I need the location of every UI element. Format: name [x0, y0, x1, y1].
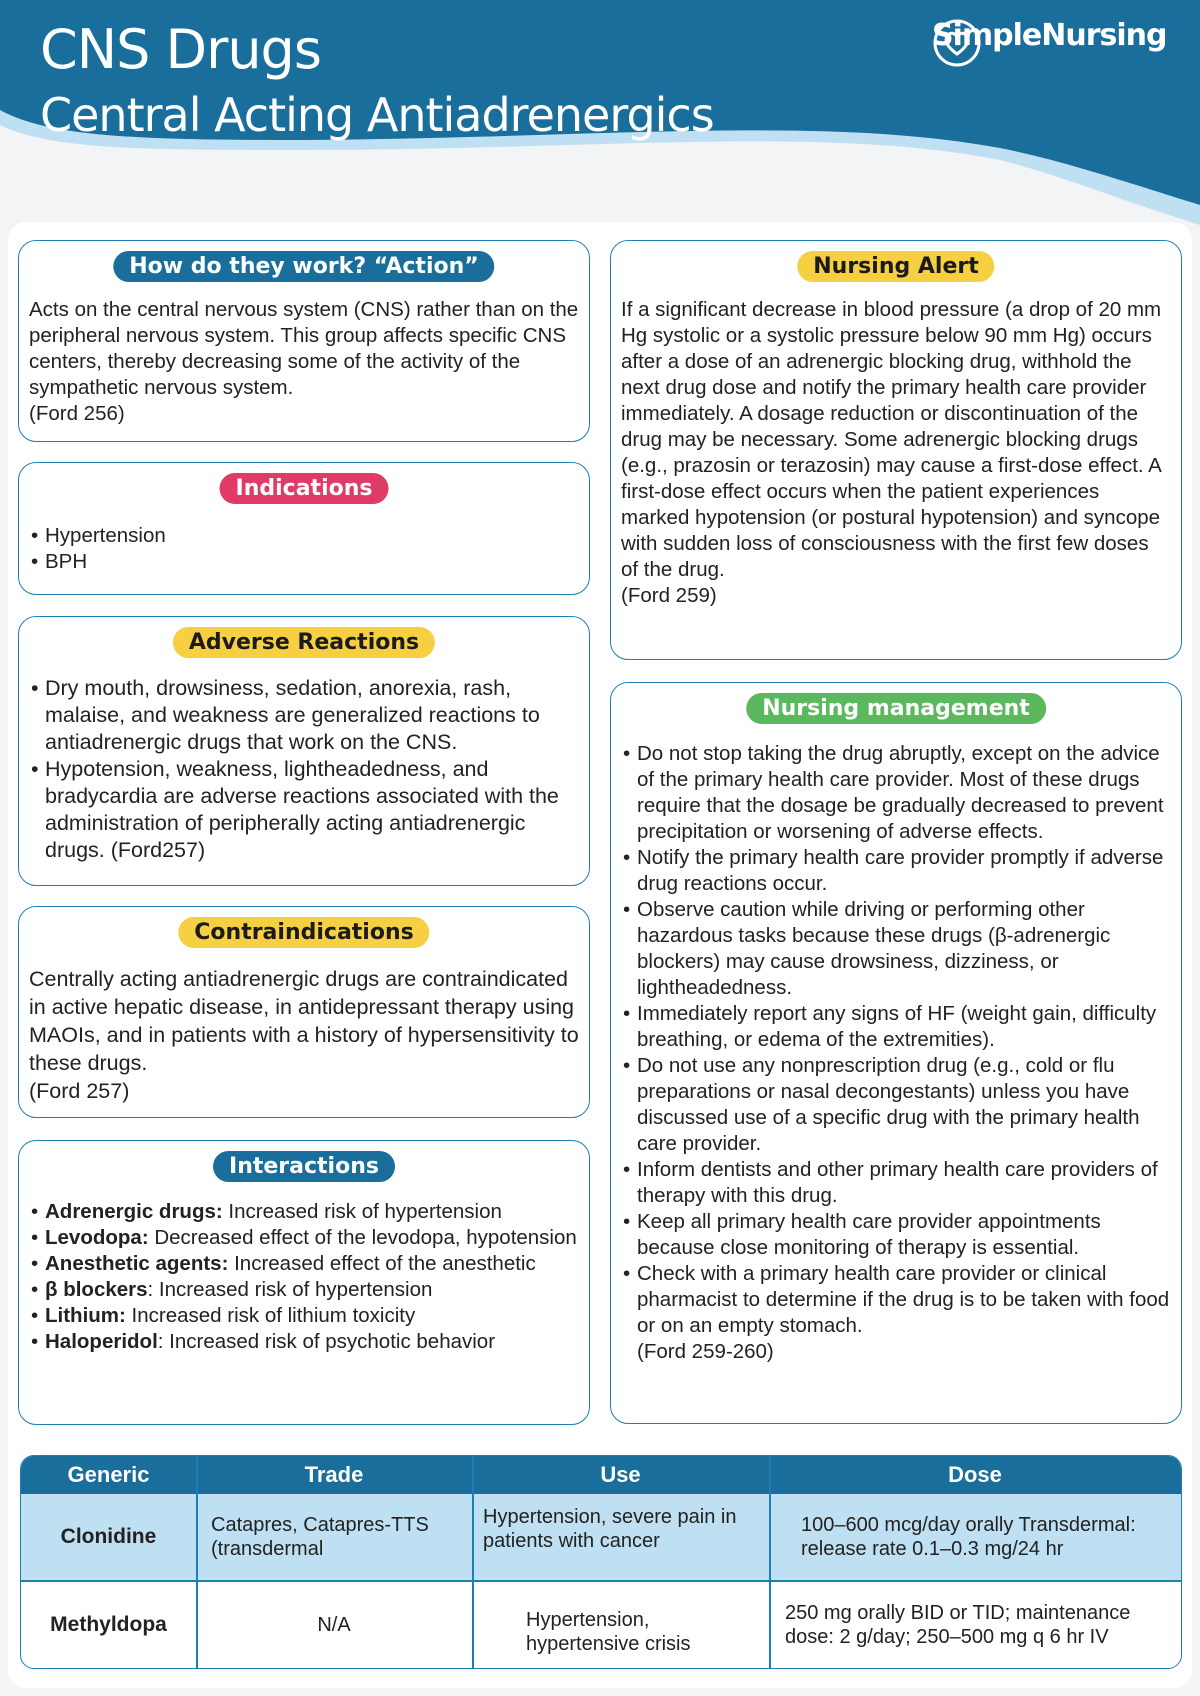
table-cell-use: Hypertension, severe pain in patients with cancer: [483, 1506, 737, 1552]
interactions-card: [18, 1140, 590, 1425]
nursing-alert-text: If a significant decrease in blood pressure (a drop of 20 mm Hg systolic or a systolic pressure below 90 mm Hg) occurs after a dose of an adrenergic blocking drug, withhold the next drug dose and notify the primary health care provider immediately. A dosage reduction or discontinuation of the drug may be necessary. Some adrenergic blocking drugs (e.g., prazosin or terazosin) may cause a first-dose effect. A first-dose effect occurs when the patient experiences marked hypotension (or postural hypotension) and syncope with sudden loss of consciousness with the first few doses of the drug.: [621, 298, 1162, 581]
table-header-dose: Dose: [948, 1462, 1002, 1487]
list-item: • Notify the primary health care provider promptly if adverse drug reactions occur.: [621, 845, 1171, 897]
interaction-effect: Increased risk of lithium toxicity: [125, 1304, 416, 1327]
list-item: • Inform dentists and other primary health care providers of therapy with this drug.: [621, 1157, 1171, 1209]
page-subtitle: Central Acting Antiadrenergics: [40, 88, 714, 142]
adverse-reactions-heading: Adverse Reactions: [173, 627, 435, 658]
indications-heading: Indications: [220, 473, 389, 504]
list-item: • Hypertension: [29, 523, 579, 549]
contraindications-card: [18, 906, 590, 1118]
interaction-effect: : Increased risk of hypertension: [147, 1278, 433, 1301]
interaction-drug: Lithium:: [45, 1304, 126, 1327]
list-item: • Check with a primary health care provider or clinical pharmacist to determine if the drug is to be taken with food or on an empty stomach.: [621, 1261, 1171, 1339]
contraindications-heading: Contraindications: [178, 917, 429, 948]
interaction-item: [29, 1303, 579, 1329]
drug-table: [20, 1455, 1182, 1669]
table-cell-dose: 250 mg orally BID or TID; maintenance dose: 2 g/day; 250–500 mg q 6 hr IV: [785, 1601, 1131, 1648]
interaction-effect: Increased effect of the anesthetic: [228, 1252, 536, 1275]
page-title: CNS Drugs: [40, 18, 321, 81]
interactions-heading: Interactions: [213, 1151, 395, 1182]
interaction-item: [29, 1251, 579, 1277]
nursing-management-list: [621, 741, 1171, 1365]
interactions-list: [29, 1199, 579, 1355]
interaction-drug: Anesthetic agents:: [45, 1252, 229, 1275]
list-item: • Do not stop taking the drug abruptly, except on the advice of the primary health care provider. Most of these drugs require that the dosage be gradually decreased to prevent precipitation or worsening of adverse effects.: [621, 741, 1171, 845]
indications-card: [18, 462, 590, 595]
table-header-use: Use: [600, 1462, 641, 1487]
nursing-alert-heading: Nursing Alert: [797, 251, 994, 282]
interaction-drug: β blockers: [45, 1278, 148, 1301]
stethoscope-heart-icon: [932, 18, 982, 68]
action-heading: How do they work? “Action”: [113, 251, 494, 282]
interaction-drug: Haloperidol: [45, 1330, 158, 1353]
table-cell-generic: Clonidine: [60, 1525, 157, 1548]
list-item: • Immediately report any signs of HF (weight gain, difficulty breathing, or edema of the extremities).: [621, 1001, 1171, 1053]
contraindications-text: Centrally acting antiadrenergic drugs are contraindicated in active hepatic disease, in antidepressant therapy using MAOIs, and in patients with a history of hypersensitivity to these drugs.: [29, 967, 579, 1075]
action-card: [18, 240, 590, 442]
table-header-trade: Trade: [304, 1462, 364, 1487]
brand-name: SimpleNursing: [932, 18, 1167, 53]
table-cell-use: Hypertension, hypertensive crisis: [526, 1608, 691, 1655]
list-item: • Hypotension, weakness, lightheadedness, and bradycardia are adverse reactions associated with the administration of peripherally acting antiadrenergic drugs. (Ford257): [29, 756, 579, 864]
interaction-effect: Increased risk of hypertension: [222, 1200, 502, 1223]
list-item: • Observe caution while driving or performing other hazardous tasks because these drugs (β-adrenergic blockers) may cause drowsiness, dizziness, or lightheadedness.: [621, 897, 1171, 1001]
interaction-item: [29, 1277, 579, 1303]
table-cell-dose: 100–600 mcg/day orally Transdermal: release rate 0.1–0.3 mg/24 hr: [801, 1514, 1136, 1560]
list-item: • Keep all primary health care provider appointments because close monitoring of therapy is essential.: [621, 1209, 1171, 1261]
action-ref: (Ford 256): [29, 402, 125, 425]
interaction-drug: Adrenergic drugs:: [45, 1200, 223, 1223]
contraindications-ref: (Ford 257): [29, 1079, 130, 1103]
nursing-alert-ref: (Ford 259): [621, 584, 717, 607]
nursing-management-ref: (Ford 259-260): [637, 1340, 774, 1363]
interaction-effect: : Increased risk of psychotic behavior: [157, 1330, 496, 1353]
list-item: • BPH: [29, 549, 579, 575]
indications-list: [29, 523, 579, 575]
list-item: • Dry mouth, drowsiness, sedation, anorexia, rash, malaise, and weakness are generalized reactions to antiadrenergic drugs that work on the CNS.: [29, 675, 579, 756]
nursing-management-card: [610, 682, 1182, 1424]
nursing-management-heading: Nursing management: [746, 693, 1046, 724]
header-banner: [0, 0, 1200, 230]
interaction-drug: Levodopa:: [45, 1226, 149, 1249]
list-item: • Do not use any nonprescription drug (e.g., cold or flu preparations or nasal decongestants) unless you have discussed use of a specific drug with the primary health care provider.: [621, 1053, 1171, 1157]
adverse-reactions-card: [18, 616, 590, 886]
table-header-generic: Generic: [67, 1462, 150, 1487]
interaction-item: [29, 1199, 579, 1225]
action-text: Acts on the central nervous system (CNS) rather than on the peripheral nervous system. This group affects specific CNS centers, thereby decreasing some of the activity of the sympathetic nervous system.: [29, 298, 579, 399]
interaction-effect: Decreased effect of the levodopa, hypotension: [148, 1226, 577, 1249]
table-cell-generic: Methyldopa: [50, 1612, 167, 1636]
brand-logo: [932, 18, 1167, 53]
adverse-reactions-list: [29, 675, 579, 864]
interaction-item: [29, 1329, 579, 1355]
interaction-item: [29, 1225, 579, 1251]
nursing-management-ref-item: [621, 1339, 1171, 1365]
table-cell-trade: N/A: [317, 1613, 351, 1636]
nursing-alert-card: [610, 240, 1182, 660]
table-cell-trade: Catapres, Catapres-TTS (transdermal: [211, 1514, 429, 1560]
